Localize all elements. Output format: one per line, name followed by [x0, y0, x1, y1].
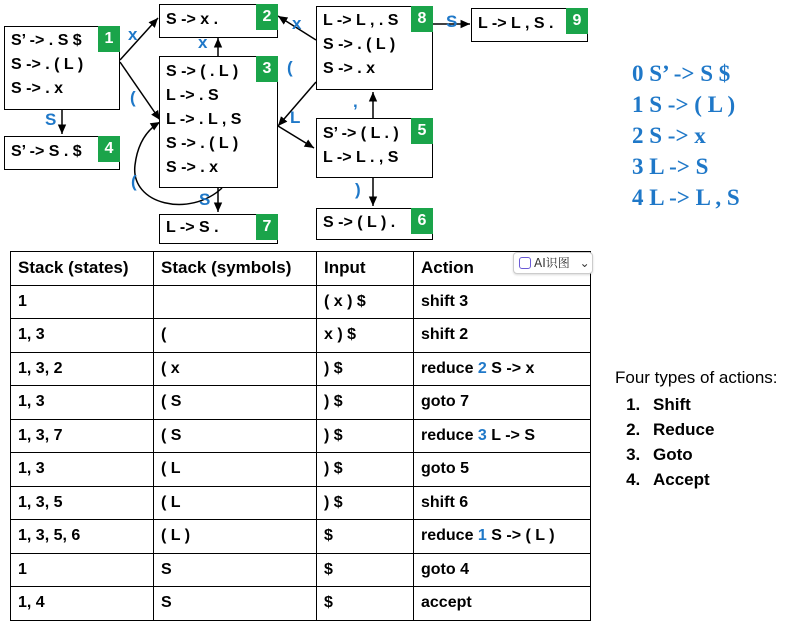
table-row	[11, 352, 591, 386]
state-item: L -> S .	[166, 219, 219, 236]
state-item: S -> . ( L )	[323, 36, 396, 53]
cell-stack-symbols: ( S	[154, 386, 317, 420]
action-text: reduce	[421, 527, 478, 545]
cell-input: ( x ) $	[317, 285, 414, 319]
column-header-action: Action	[414, 252, 591, 286]
action-text: reduce	[421, 426, 478, 444]
edge-label-5-8: ,	[353, 92, 358, 111]
table-row	[11, 386, 591, 420]
grammar-rule: 4 L -> L , S	[632, 185, 740, 210]
cell-stack-symbols: ( L	[154, 486, 317, 520]
table-header-row	[11, 252, 591, 286]
table-row	[11, 587, 591, 621]
cell-stack-symbols	[154, 285, 317, 319]
cell-input: x ) $	[317, 319, 414, 353]
column-header-stack-symbols: Stack (symbols)	[154, 252, 317, 286]
rule-number: 2	[477, 359, 487, 377]
action-types-list	[615, 392, 778, 492]
cell-action	[414, 553, 591, 587]
rule-text: S -> x	[486, 359, 535, 377]
cell-stack-states: 1, 3, 5, 6	[11, 520, 154, 554]
state-2	[159, 4, 278, 38]
action-text: shift 3	[421, 292, 469, 310]
table-row	[11, 419, 591, 453]
rule-number: 1	[477, 527, 487, 545]
ai-recognize-button[interactable]	[513, 252, 593, 274]
cell-stack-states: 1	[11, 285, 154, 319]
table-row	[11, 285, 591, 319]
cell-action	[414, 319, 591, 353]
cell-input: $	[317, 520, 414, 554]
grammar-rule: 3 L -> S	[632, 154, 709, 179]
edge-label-8-3: (	[287, 58, 293, 77]
state-item: L -> L . , S	[323, 149, 399, 166]
state-item: L -> . S	[166, 87, 219, 104]
column-header-stack-states: Stack (states)	[11, 252, 154, 286]
cell-action	[414, 486, 591, 520]
cell-stack-states: 1, 3	[11, 319, 154, 353]
edge-3-5	[278, 126, 314, 148]
state-item: S’ -> ( L . )	[323, 125, 399, 142]
state-item: S -> . x	[11, 80, 64, 97]
action-text: goto 5	[421, 460, 469, 478]
cell-action	[414, 352, 591, 386]
cell-input: ) $	[317, 486, 414, 520]
state-item: L -> . L , S	[166, 111, 242, 128]
cell-stack-states: 1, 3	[11, 386, 154, 420]
action-text: shift 2	[421, 326, 469, 344]
cell-stack-symbols: ( L	[154, 453, 317, 487]
cell-stack-symbols: S	[154, 553, 317, 587]
table-row	[11, 319, 591, 353]
action-type-item: 3. Goto	[645, 442, 778, 467]
edge-label-8-2: x	[292, 14, 302, 33]
cell-stack-symbols: ( x	[154, 352, 317, 386]
state-9	[471, 8, 588, 42]
chevron-down-icon: ⌄	[579, 256, 590, 270]
state-item: S -> . ( L )	[11, 56, 84, 73]
grammar-rules	[632, 58, 740, 213]
cell-input: $	[317, 553, 414, 587]
cell-stack-states: 1, 4	[11, 587, 154, 621]
grammar-rule: 1 S -> ( L )	[632, 92, 736, 117]
table-row	[11, 453, 591, 487]
state-8	[316, 6, 433, 90]
state-item: L -> L , S .	[478, 15, 554, 32]
cell-action	[414, 587, 591, 621]
cell-stack-symbols: ( S	[154, 419, 317, 453]
edge-label-1-2: x	[128, 25, 138, 44]
action-text: reduce	[421, 359, 478, 377]
state-item: S -> x .	[166, 11, 219, 28]
state-item: L -> L , . S	[323, 12, 399, 29]
state-item: S -> . ( L )	[166, 135, 239, 152]
action-type-item: 2. Reduce	[645, 417, 778, 442]
action-text: accept	[421, 594, 472, 612]
cell-stack-states: 1	[11, 553, 154, 587]
cell-action	[414, 453, 591, 487]
state-number: 1	[98, 26, 120, 52]
cell-stack-states: 1, 3, 5	[11, 486, 154, 520]
state-number: 2	[256, 4, 278, 30]
state-item: S -> . x	[166, 159, 219, 176]
cell-stack-states: 1, 3	[11, 453, 154, 487]
cell-input: ) $	[317, 386, 414, 420]
cell-action	[414, 386, 591, 420]
state-1	[4, 26, 120, 110]
cell-stack-states: 1, 3, 2	[11, 352, 154, 386]
parse-trace-table	[10, 251, 591, 621]
action-types	[615, 368, 778, 492]
state-item: S’ -> S . $	[11, 143, 82, 160]
edge-1-2	[120, 18, 158, 60]
edge-label-8-9: S	[446, 12, 458, 31]
edge-1-3	[120, 62, 160, 120]
rule-text: S -> ( L )	[486, 527, 555, 545]
state-3	[159, 56, 278, 188]
edge-label-3-7: S	[199, 190, 211, 209]
cell-action	[414, 520, 591, 554]
cell-input: ) $	[317, 419, 414, 453]
state-item: S -> ( L ) .	[323, 214, 396, 231]
state-number: 5	[411, 118, 433, 144]
cell-input: $	[317, 587, 414, 621]
column-header-input: Input	[317, 252, 414, 286]
cell-stack-symbols: S	[154, 587, 317, 621]
edge-label-3-2: x	[198, 33, 208, 52]
table-row	[11, 553, 591, 587]
state-7	[159, 214, 278, 244]
state-number: 6	[411, 208, 433, 234]
state-number: 3	[256, 56, 278, 82]
edge-label-1-3: (	[130, 88, 136, 107]
state-number: 4	[98, 136, 120, 162]
state-number: 8	[411, 6, 433, 32]
table-row	[11, 486, 591, 520]
action-text: goto 4	[421, 560, 469, 578]
state-number: 9	[566, 8, 588, 34]
cell-stack-symbols: ( L )	[154, 520, 317, 554]
cell-action	[414, 285, 591, 319]
state-4	[4, 136, 120, 170]
rule-text: L -> S	[486, 426, 535, 444]
state-number: 7	[256, 214, 278, 240]
action-types-title: Four types of actions:	[615, 368, 778, 387]
cell-action	[414, 419, 591, 453]
state-5	[316, 118, 433, 178]
state-item: S -> ( . L )	[166, 63, 239, 80]
cell-stack-symbols: (	[154, 319, 317, 353]
rule-number: 3	[477, 426, 487, 444]
cell-input: ) $	[317, 453, 414, 487]
state-item: S’ -> . S $	[11, 32, 82, 49]
edge-label-5-6: )	[355, 180, 361, 199]
grammar-rule: 0 S’ -> S $	[632, 61, 731, 86]
action-type-item: 4. Accept	[645, 467, 778, 492]
edge-label-3-3: (	[131, 172, 137, 191]
edge-label-3-5: L	[290, 108, 301, 127]
edge-label-1-4: S	[45, 110, 57, 129]
action-type-item: 1. Shift	[645, 392, 778, 417]
grammar-rule: 2 S -> x	[632, 123, 706, 148]
ai-sparkle-icon	[519, 257, 531, 269]
action-text: shift 6	[421, 493, 469, 511]
action-text: goto 7	[421, 393, 469, 411]
ai-badge-label: AI识图	[534, 256, 570, 270]
table-row	[11, 520, 591, 554]
state-6	[316, 208, 433, 240]
cell-input: ) $	[317, 352, 414, 386]
state-item: S -> . x	[323, 60, 376, 77]
cell-stack-states: 1, 3, 7	[11, 419, 154, 453]
